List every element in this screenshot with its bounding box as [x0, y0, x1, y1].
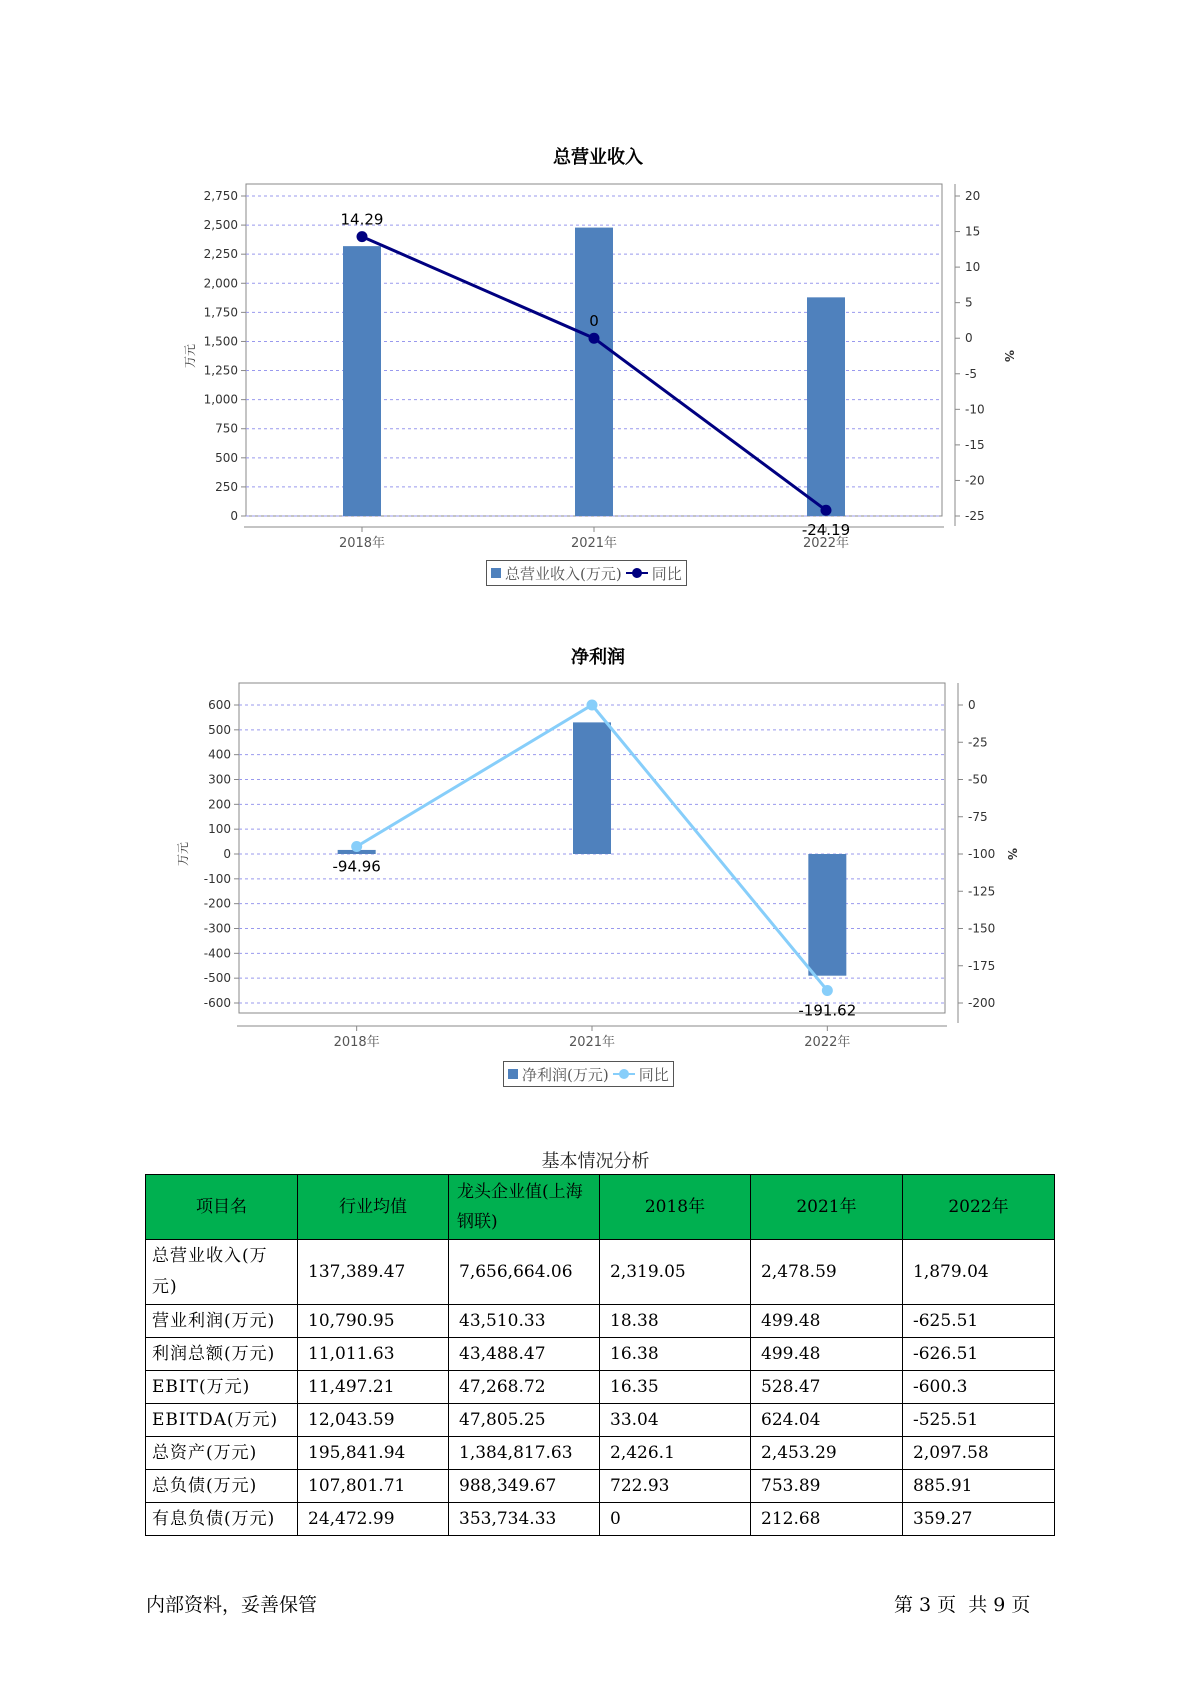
y-tick-label: -500: [203, 971, 231, 986]
legend-bar-label: 总营业收入(万元): [505, 564, 622, 583]
yoy-point: [587, 700, 598, 711]
y-tick-label: 200: [208, 797, 231, 812]
y2-tick-label: -15: [965, 437, 985, 452]
table-cell: 353,734.33: [449, 1503, 600, 1536]
table-cell: 2,319.05: [600, 1240, 751, 1305]
chart1-title: 总营业收入: [553, 147, 643, 168]
y-tick-label: -300: [203, 921, 231, 936]
table-cell: 7,656,664.06: [449, 1240, 600, 1305]
table-cell: 528.47: [751, 1371, 903, 1404]
y2-axis-label: %: [1005, 847, 1019, 861]
y-tick-label: -600: [203, 996, 231, 1010]
header-cell: 2021年: [751, 1175, 903, 1240]
table-cell: 499.48: [751, 1305, 903, 1338]
y2-tick-label: -25: [965, 509, 985, 523]
bar: [808, 854, 846, 976]
y2-tick-label: -150: [968, 921, 996, 936]
y-tick-label: 2,250: [203, 247, 238, 262]
y-tick-label: 2,000: [203, 276, 238, 291]
table-row: [146, 1338, 1055, 1371]
legend-line-label: 同比: [638, 1065, 669, 1084]
y2-tick-label: 5: [965, 295, 973, 310]
header-cell: 龙头企业值(上海钢联): [449, 1175, 600, 1240]
table-cell: 0: [600, 1503, 751, 1536]
table-cell: 137,389.47: [298, 1240, 449, 1305]
table-cell: 2,097.58: [903, 1437, 1055, 1470]
y-tick-label: 250: [215, 479, 238, 494]
table-cell: 499.48: [751, 1338, 903, 1371]
table-row: [146, 1240, 1055, 1305]
y-tick-label: 400: [208, 747, 231, 762]
legend-line-swatch: [613, 1069, 635, 1079]
table-cell: 43,488.47: [449, 1338, 600, 1371]
table-cell: 624.04: [751, 1404, 903, 1437]
x-tick-label: 2018年: [333, 1035, 380, 1050]
header-cell: 2022年: [903, 1175, 1055, 1240]
legend-bar-label: 净利润(万元): [522, 1065, 609, 1084]
table-cell: 107,801.71: [298, 1470, 449, 1503]
y-tick-label: 2,750: [203, 189, 238, 203]
table-row: [146, 1404, 1055, 1437]
legend-bar-swatch: [508, 1069, 518, 1079]
table-cell: 18.38: [600, 1305, 751, 1338]
table-title: 基本情况分析: [541, 1151, 650, 1172]
table-cell: 11,497.21: [298, 1371, 449, 1404]
x-tick-label: 2022年: [804, 1035, 851, 1050]
x-tick-label: 2018年: [338, 536, 386, 551]
table-cell: 1,879.04: [903, 1240, 1055, 1305]
table-cell: 195,841.94: [298, 1437, 449, 1470]
y2-tick-label: -20: [965, 473, 985, 488]
y-tick-label: 0: [223, 847, 231, 861]
y-tick-label: 500: [215, 450, 238, 465]
y2-tick-label: -50: [968, 772, 988, 787]
row-name: 有息负债(万元): [146, 1503, 298, 1536]
y-tick-label: 300: [208, 772, 231, 787]
table-row: [146, 1503, 1055, 1536]
x-tick-label: 2021年: [568, 1035, 616, 1050]
table-row: [146, 1305, 1055, 1338]
footer-page-number: 第 3 页 共 9 页: [894, 1594, 1031, 1616]
x-tick-label: 2021年: [570, 536, 618, 551]
y-tick-label: 1,500: [203, 334, 238, 349]
basic-analysis-table: [145, 1174, 1055, 1536]
table-cell: 24,472.99: [298, 1503, 449, 1536]
row-name: 总负债(万元): [146, 1470, 298, 1503]
y2-tick-label: -200: [968, 996, 996, 1010]
table-cell: 2,453.29: [751, 1437, 903, 1470]
yoy-point: [351, 841, 362, 852]
y2-axis-label: %: [1002, 349, 1016, 363]
y-axis-label: 万元: [176, 841, 190, 867]
table-cell: 753.89: [751, 1470, 903, 1503]
y2-tick-label: -125: [968, 884, 996, 899]
y-tick-label: 1,000: [203, 392, 238, 407]
table-cell: 359.27: [903, 1503, 1055, 1536]
data-label: 0: [589, 312, 599, 331]
y-tick-label: -400: [203, 946, 231, 961]
table-header-row: [146, 1175, 1055, 1240]
table-cell: 47,268.72: [449, 1371, 600, 1404]
y-tick-label: 500: [208, 722, 231, 737]
table-cell: 1,384,817.63: [449, 1437, 600, 1470]
table-cell: -525.51: [903, 1404, 1055, 1437]
row-name: EBITDA(万元): [146, 1404, 298, 1437]
table-cell: 722.93: [600, 1470, 751, 1503]
bar: [573, 722, 611, 854]
table-cell: 16.35: [600, 1371, 751, 1404]
y-tick-label: -200: [203, 896, 231, 911]
header-cell: 行业均值: [298, 1175, 449, 1240]
table-cell: 33.04: [600, 1404, 751, 1437]
table-cell: 11,011.63: [298, 1338, 449, 1371]
table-cell: 2,478.59: [751, 1240, 903, 1305]
y2-tick-label: -175: [968, 958, 996, 973]
y2-tick-label: 0: [968, 698, 976, 712]
table-cell: 885.91: [903, 1470, 1055, 1503]
row-name: 总营业收入(万元): [146, 1240, 298, 1305]
chart2-legend: [503, 1061, 674, 1087]
header-cell: 2018年: [600, 1175, 751, 1240]
table-cell: 10,790.95: [298, 1305, 449, 1338]
y-tick-label: 2,500: [203, 218, 238, 233]
y2-tick-label: -25: [968, 735, 988, 750]
chart2-title: 净利润: [571, 647, 625, 668]
legend-line-label: 同比: [651, 564, 682, 583]
y2-tick-label: 20: [965, 189, 981, 203]
table-row: [146, 1371, 1055, 1404]
yoy-point: [822, 985, 833, 996]
table-cell: 12,043.59: [298, 1404, 449, 1437]
table-cell: -625.51: [903, 1305, 1055, 1338]
row-name: 营业利润(万元): [146, 1305, 298, 1338]
y2-tick-label: -75: [968, 809, 988, 824]
y2-tick-label: 15: [965, 224, 981, 239]
data-label: -24.19: [801, 521, 851, 540]
table-row: [146, 1470, 1055, 1503]
y2-tick-label: -100: [968, 847, 996, 861]
y-tick-label: 600: [208, 698, 231, 712]
y2-tick-label: 0: [965, 331, 973, 346]
header-cell: 项目名: [146, 1175, 298, 1240]
y-tick-label: 0: [230, 509, 238, 523]
row-name: 总资产(万元): [146, 1437, 298, 1470]
row-name: EBIT(万元): [146, 1371, 298, 1404]
x-tick-label: 2022年: [802, 536, 850, 551]
y-tick-label: 100: [208, 822, 231, 837]
y-axis-label: 万元: [183, 343, 197, 369]
table-cell: 988,349.67: [449, 1470, 600, 1503]
data-label: -94.96: [332, 857, 381, 876]
y-tick-label: 750: [215, 421, 238, 436]
y2-tick-label: -5: [965, 366, 977, 381]
table-cell: 2,426.1: [600, 1437, 751, 1470]
table-cell: -626.51: [903, 1338, 1055, 1371]
y-tick-label: 1,750: [203, 305, 238, 320]
row-name: 利润总额(万元): [146, 1338, 298, 1371]
data-label: 14.29: [340, 210, 384, 229]
y-tick-label: 1,250: [203, 363, 238, 378]
data-label: -191.62: [798, 1001, 857, 1020]
y2-tick-label: 10: [965, 260, 981, 275]
y2-tick-label: -10: [965, 402, 985, 417]
table-cell: 212.68: [751, 1503, 903, 1536]
table-row: [146, 1437, 1055, 1470]
table-cell: 47,805.25: [449, 1404, 600, 1437]
y-tick-label: -100: [203, 871, 231, 886]
table-cell: 16.38: [600, 1338, 751, 1371]
table-cell: 43,510.33: [449, 1305, 600, 1338]
table-cell: -600.3: [903, 1371, 1055, 1404]
footer-confidential-note: 内部资料，妥善保管: [146, 1594, 318, 1616]
